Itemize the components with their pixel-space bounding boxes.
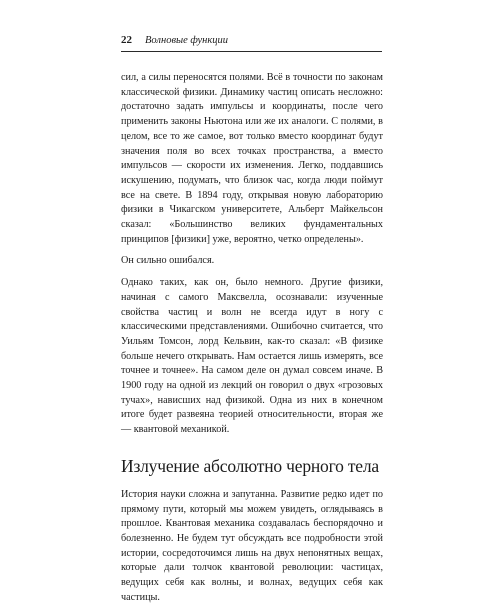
page-body <box>121 71 383 606</box>
paragraph: сил, а силы переносятся полями. Всё в точности по законам классической физики. Динамику частиц описать несложно: достаточно задать импульсы и координаты, после чего применить законы Ньютона или же их аналоги. С полями, в целом, все то же самое, вот только вместо координат будут значения поля во всех точках пространства, а вместо импульсов — скорости их изменения. Легко, поддавшись искушению, подумать, что близок час, когда люди поймут все на свете. В 1894 году, открывая новую лабораторию физики в Чикагском университете, Альберт Майкельсон сказал: «Большинство великих фундаментальных принципов [физики] уже, вероятно, четко определены». <box>121 72 383 245</box>
header-rule <box>121 51 382 52</box>
chapter-title: Волновые функции <box>145 35 229 46</box>
paragraph: История науки сложна и запутанна. Развитие редко идет по прямому пути, который мы можем увидеть, оглядываясь в прошлое. Квантовая механика создавалась беспорядочно и болезненно. Не будем тут обсуждать все подробности этой истории, сосредоточимся лишь на двух непонятных вещах, которые дали толчок квантовой революции: частицах, ведущих себя как волны, и волнах, ведущих себя как частицы. <box>121 488 383 603</box>
paragraph: Он сильно ошибался. <box>121 255 215 267</box>
section-heading: Излучение абсолютно черного тела <box>121 455 379 476</box>
running-header <box>121 34 381 50</box>
paragraph: Однако таких, как он, было немного. Другие физики, начиная с самого Максвелла, осознавали: изученные свойства частиц и волн не всегда идут в ногу с классическими представлениями. Ошибочно считается, что Уильям Томсон, лорд Кельвин, как-то сказал: «В физике больше нечего открывать. Нам остается лишь измерять, все точнее и точнее». На самом деле он думал совсем иначе. В 1900 году на одной из лекций он говорил о двух «грозовых тучах», нависших над физикой. Одна из них в конечном итоге будет развеяна теорией относительности, вторая же — квантовой механикой. <box>121 277 383 436</box>
page-number: 22 <box>121 34 132 46</box>
